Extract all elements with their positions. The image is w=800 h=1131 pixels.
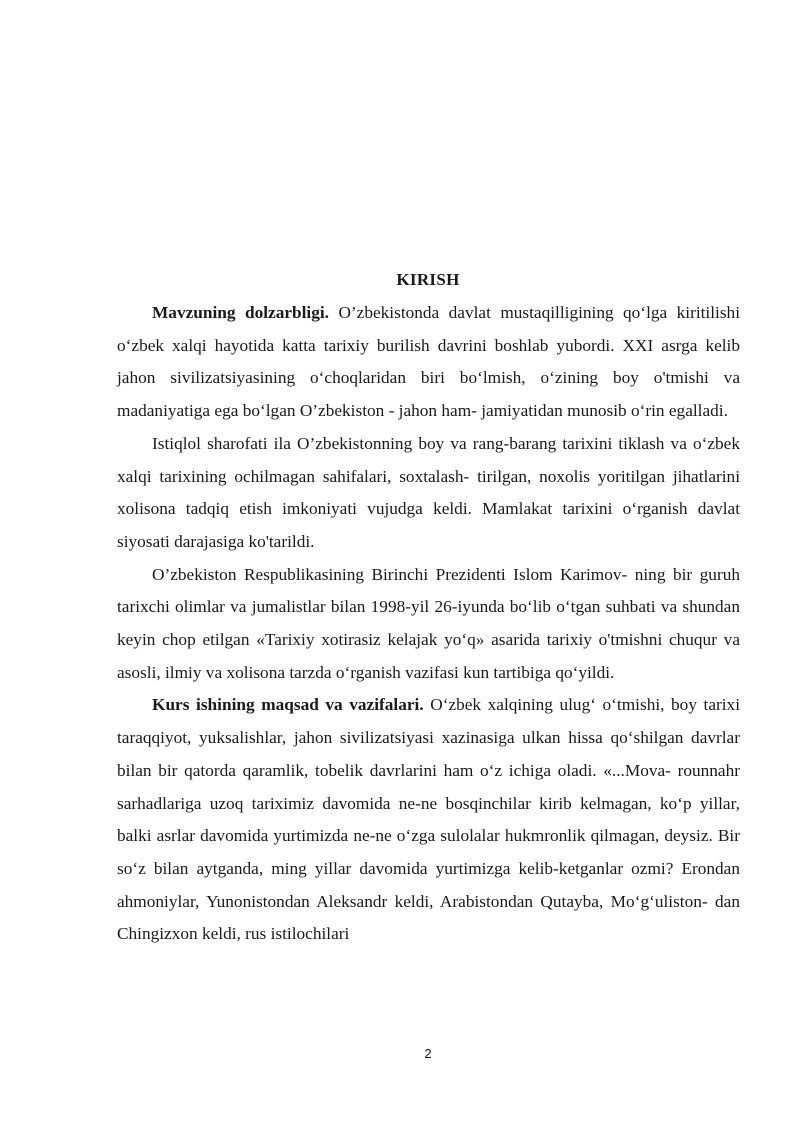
paragraph-text-independence: Istiqlol sharofati ila O’zbekistonning boy va rang-barang tarixini tiklash va o‘zbek xalqi tarixining ochilmagan sahifalari, soxtalash- tirilgan, noxolis yoritilgan jihatlarini xolisona tadqiq etish imkoniyati vujudga keldi. Mamlakat tarixini o‘rganish davlat siyosati darajasiga ko'tarildi. xyxy=(117,433,740,551)
page-number: 2 xyxy=(424,1046,432,1061)
paragraph-text-goals: O‘zbek xalqining ulug‘ o‘tmishi, boy tarixi taraqqiyot, yuksalishlar, jahon sivilizatsiyasi xazinasiga ulkan hissa qo‘shilgan davrlar bilan bir qatorda qaramlik, tobelik davrlarini ham o‘z ichiga oladi. «...Mova- rounnahr sarhadlariga uzoq tariximiz davomida ne-ne bosqinchilar kirib kelmagan, ko‘p yillar, balki asrlar davomida yurtimizda ne-ne o‘zga sulolalar hukmronlik qilmagan, deysiz. Bir so‘z bilan aytganda, ming yillar davomida yurtimizga kelib-ketganlar ozmi? Erondan ahmoniylar, Yunonistondan Aleksandr keldi, Arabistondan Qutayba, Mo‘g‘uliston- dan Chingizxon keldi, rus istilochilari xyxy=(117,695,741,944)
paragraph-lead-goals: Kurs ishining maqsad va vazifalari. xyxy=(152,695,424,715)
paragraph-text-president: O’zbekiston Respublikasining Birinchi Prezidenti Islom Karimov- ning bir guruh tarixchi olimlar va jumalistlar bilan 1998-yil 26-iyunda bo‘lib o‘tgan suhbati va shundan keyin chop etilgan «Tarixiy xotirasiz kelajak yo‘q» asarida tarixiy o'tmishni chuqur va asosli, ilmiy va xolisona tarzda o‘rganish vazifasi kun tartibiga qo‘yildi. xyxy=(117,564,740,682)
paragraph-independence xyxy=(117,428,740,559)
paragraph-relevance xyxy=(117,297,740,428)
paragraph-lead-relevance: Mavzuning dolzarbligi. xyxy=(152,303,329,322)
paragraph-goals xyxy=(117,689,740,951)
body-text xyxy=(117,297,740,951)
paragraph-text-relevance: O’zbekistonda davlat mustaqilligining qo‘lga kiritilishi o‘zbek xalqi hayotida katta tarixiy burilish davrini boshlab yubordi. XXI asrga kelib jahon sivilizatsiyasining o‘choqlaridan biri bo‘lmish, o‘zining boy o'tmishi va madaniyatiga ega bo‘lgan O’zbekiston - jahon ham- jamiyatidan munosib o‘rin egalladi. xyxy=(117,303,740,421)
paragraph-president xyxy=(117,559,740,690)
section-heading: KIRISH xyxy=(396,270,460,289)
